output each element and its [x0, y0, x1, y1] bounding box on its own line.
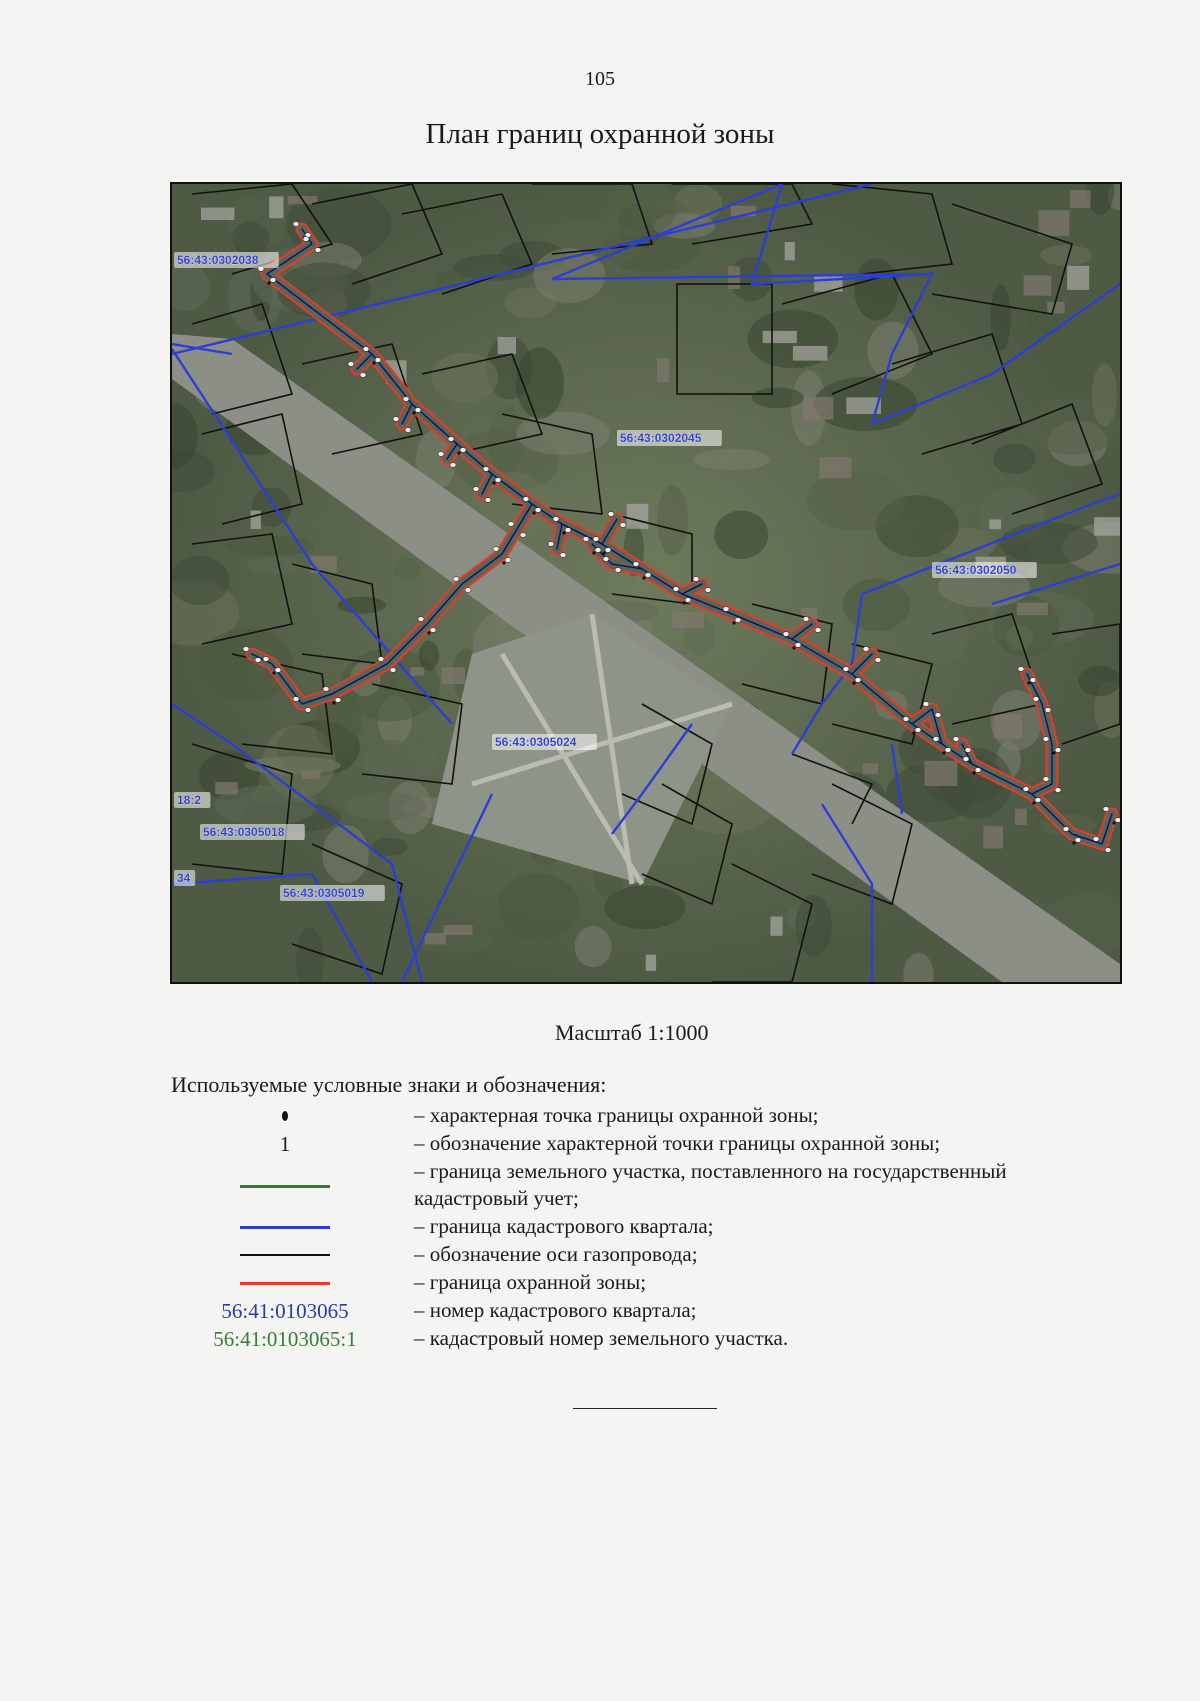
- zone-point-marker: [1055, 748, 1061, 753]
- quarter-label-text: 56:43:0302045: [620, 431, 702, 445]
- characteristic-point: [562, 531, 565, 534]
- legend-item: [0, 1269, 1200, 1299]
- legend-symbol-pipeline-axis: [240, 1241, 330, 1269]
- zone-point-marker: [1063, 827, 1069, 832]
- zone-point-marker: [363, 347, 369, 352]
- characteristic-point: [267, 281, 270, 284]
- zone-point-marker: [933, 737, 939, 742]
- characteristic-point: [332, 701, 335, 704]
- zone-point-marker: [603, 557, 609, 562]
- zone-point-marker: [495, 478, 501, 483]
- zone-point-marker: [335, 698, 341, 703]
- characteristic-point: [1027, 681, 1030, 684]
- zone-point-marker: [1115, 818, 1120, 823]
- terrain-patch: [806, 471, 905, 531]
- terrain-patch: [1092, 364, 1117, 427]
- zone-point-marker: [275, 668, 281, 673]
- zone-point-marker: [645, 573, 651, 578]
- zone-point-marker: [1075, 838, 1081, 843]
- blue-line-icon: [240, 1226, 330, 1229]
- legend-item: [0, 1130, 1200, 1160]
- terrain-patch: [516, 412, 610, 456]
- zone-point-marker: [548, 542, 554, 547]
- building-roof: [1039, 210, 1070, 236]
- zone-point-marker: [390, 668, 396, 673]
- legend-symbol-zone-line: [240, 1269, 330, 1297]
- building-roof: [251, 511, 261, 530]
- zone-point-marker: [705, 588, 711, 593]
- zone-point-marker: [450, 463, 456, 468]
- characteristic-point: [942, 751, 945, 754]
- zone-point-marker: [1055, 788, 1061, 793]
- building-roof: [310, 556, 336, 573]
- page-number: 105: [585, 68, 615, 90]
- quarter-label-text: 56:43:0305019: [283, 886, 365, 900]
- terrain-patch: [338, 597, 386, 614]
- quarter-label: [280, 885, 385, 901]
- building-roof: [770, 917, 782, 936]
- characteristic-point: [457, 451, 460, 454]
- zone-point-marker: [360, 373, 366, 378]
- zone-point-marker: [520, 533, 526, 538]
- building-roof: [1017, 603, 1048, 616]
- zone-point-marker: [975, 768, 981, 773]
- zone-point-marker: [378, 657, 384, 662]
- terrain-patch: [172, 556, 229, 605]
- zone-point-marker: [608, 512, 614, 517]
- characteristic-point: [1112, 821, 1115, 824]
- building-roof: [983, 826, 1003, 848]
- zone-point-marker: [953, 737, 959, 742]
- zone-point-marker: [1023, 787, 1029, 792]
- building-roof: [819, 457, 851, 478]
- terrain-patch: [854, 258, 898, 320]
- terrain-patch: [1000, 522, 1098, 564]
- zone-point-marker: [535, 508, 541, 513]
- zone-point-marker: [863, 647, 869, 652]
- zone-point-marker: [915, 728, 921, 733]
- zone-point-marker: [1035, 798, 1041, 803]
- zone-point-marker: [493, 547, 499, 552]
- characteristic-point: [1072, 841, 1075, 844]
- zone-point-marker: [303, 237, 309, 242]
- terrain-patch: [232, 222, 269, 256]
- zone-point-marker: [1030, 678, 1036, 683]
- zone-point-marker: [508, 522, 514, 527]
- zone-point-marker: [923, 702, 929, 707]
- legend-symbol-point-label: 1: [279, 1132, 291, 1156]
- zone-point-marker: [553, 517, 559, 522]
- quarter-label: [932, 562, 1037, 578]
- building-roof: [924, 761, 957, 786]
- building-roof: [785, 242, 795, 260]
- legend-symbol-point: [240, 1102, 330, 1130]
- zone-point-marker: [945, 748, 951, 753]
- terrain-patch: [497, 873, 579, 941]
- terrain-patch: [1078, 666, 1120, 696]
- zone-point-marker: [565, 528, 571, 533]
- legend-symbol-parcel-line: [240, 1172, 330, 1200]
- building-roof: [657, 358, 670, 382]
- terrain-patch: [432, 292, 465, 326]
- legend-symbol-quarter-line: [240, 1213, 330, 1241]
- zone-point-marker: [448, 437, 454, 442]
- zone-point-marker: [485, 498, 491, 503]
- building-roof: [994, 714, 1022, 739]
- building-roof: [646, 955, 656, 971]
- zone-point-marker: [415, 408, 421, 413]
- zone-point-marker: [523, 497, 529, 502]
- quarter-label-text: 56:43:0302050: [935, 563, 1017, 577]
- building-roof: [302, 770, 321, 778]
- map-scale: Масштаб 1:1000: [555, 1020, 709, 1045]
- building-roof: [1094, 517, 1120, 536]
- quarter-label: [174, 792, 210, 808]
- zone-point-marker: [430, 628, 436, 633]
- end-rule: [573, 1408, 717, 1409]
- terrain-patch: [714, 511, 768, 559]
- zone-point-marker: [348, 362, 354, 367]
- quarter-label: [174, 252, 279, 268]
- legend-item: [0, 1297, 1200, 1327]
- characteristic-point: [732, 621, 735, 624]
- building-roof: [1067, 266, 1089, 290]
- zone-point-marker: [1045, 708, 1051, 713]
- legend-item: [0, 1158, 1200, 1214]
- green-line-icon: [240, 1185, 330, 1188]
- zone-point-marker: [560, 553, 566, 558]
- zone-point-marker: [593, 537, 599, 542]
- zone-point-marker: [595, 548, 601, 553]
- terrain-patch: [431, 353, 498, 403]
- building-roof: [763, 331, 797, 343]
- characteristic-point: [502, 561, 505, 564]
- protection-zone-map: [172, 184, 1120, 982]
- legend-text: – граница охранной зоны;: [414, 1270, 647, 1294]
- legend-text: – характерная точка границы охранной зоны;: [414, 1103, 819, 1127]
- zone-point-marker: [403, 397, 409, 402]
- characteristic-point: [642, 576, 645, 579]
- zone-point-marker: [505, 558, 511, 563]
- zone-point-marker: [583, 537, 589, 542]
- building-roof: [425, 933, 446, 944]
- terrain-patch: [693, 449, 770, 470]
- zone-point-marker: [815, 628, 821, 633]
- zone-point-marker: [270, 278, 276, 283]
- zone-point-marker: [418, 617, 424, 622]
- terrain-patch: [921, 600, 968, 665]
- zone-point-marker: [305, 708, 311, 713]
- terrain-patch: [993, 444, 1035, 475]
- page-title: План границ охранной зоны: [425, 118, 775, 150]
- legend-text: – обозначение характерной точки границы охранной зоны;: [414, 1131, 941, 1155]
- quarter-label-text: 56:43:0305024: [495, 735, 577, 749]
- quarter-label: [200, 824, 305, 840]
- zone-point-marker: [375, 358, 381, 363]
- quarter-label: [492, 734, 597, 750]
- legend-symbol-quarter-number: 56:41:0103065: [221, 1299, 349, 1323]
- characteristic-point: [602, 551, 605, 554]
- zone-point-marker: [803, 617, 809, 622]
- zone-point-marker: [293, 222, 299, 227]
- legend-item: [0, 1102, 1200, 1132]
- building-roof: [793, 346, 828, 361]
- zone-point-marker: [965, 748, 971, 753]
- characteristic-point: [912, 731, 915, 734]
- legend-symbol-parcel-number: 56:41:0103065:1: [213, 1327, 357, 1351]
- zone-point-marker: [1018, 667, 1024, 672]
- building-roof: [269, 196, 283, 218]
- zone-point-marker: [1103, 807, 1109, 812]
- building-roof: [444, 925, 473, 935]
- legend-text: – граница кадастрового квартала;: [414, 1214, 714, 1238]
- zone-point-marker: [605, 548, 611, 553]
- characteristic-point: [792, 646, 795, 649]
- zone-point-marker: [483, 467, 489, 472]
- terrain-patch: [1026, 295, 1063, 342]
- building-roof: [863, 763, 879, 774]
- building-roof: [1024, 276, 1052, 296]
- zone-point-marker: [1093, 837, 1099, 842]
- zone-point-marker: [473, 487, 479, 492]
- zone-point-marker: [783, 632, 789, 637]
- building-roof: [411, 667, 425, 676]
- legend-text: – номер кадастрового квартала;: [414, 1298, 697, 1322]
- terrain-patch: [344, 793, 426, 821]
- building-roof: [1070, 190, 1090, 208]
- terrain-patch: [394, 558, 420, 581]
- zone-point-marker: [620, 523, 626, 528]
- zone-point-marker: [685, 598, 691, 603]
- zone-point-marker: [963, 757, 969, 762]
- characteristic-point: [372, 361, 375, 364]
- zone-point-marker: [405, 428, 411, 433]
- terrain-patch: [322, 825, 368, 883]
- zone-point-marker: [673, 587, 679, 592]
- quarter-label-text: 56:43:0305018: [203, 825, 285, 839]
- zone-point-marker: [1043, 777, 1049, 782]
- red-line-icon: [240, 1282, 330, 1285]
- building-roof: [498, 337, 516, 354]
- zone-point-marker: [615, 568, 621, 573]
- black-line-icon: [240, 1254, 330, 1256]
- characteristic-point: [682, 601, 685, 604]
- zone-point-marker: [465, 588, 471, 593]
- zone-point-marker: [453, 577, 459, 582]
- zone-point-marker: [855, 678, 861, 683]
- building-roof: [215, 782, 237, 794]
- characteristic-point: [272, 671, 275, 674]
- building-roof: [1047, 302, 1064, 314]
- terrain-patch: [752, 388, 804, 409]
- characteristic-point: [1052, 751, 1055, 754]
- zone-point-marker: [843, 667, 849, 672]
- characteristic-point: [1032, 801, 1035, 804]
- legend-text: – обозначение оси газопровода;: [414, 1242, 698, 1266]
- zone-point-marker: [315, 248, 321, 253]
- characteristic-point: [532, 511, 535, 514]
- building-roof: [1015, 809, 1027, 825]
- building-roof: [627, 504, 649, 529]
- building-roof: [442, 667, 466, 684]
- zone-point-marker: [438, 452, 444, 457]
- quarter-label: [617, 430, 722, 446]
- zone-point-marker: [693, 577, 699, 582]
- legend-text: – кадастровый номер земельного участка.: [414, 1326, 789, 1350]
- zone-point-marker: [903, 717, 909, 722]
- zone-point-marker: [263, 657, 269, 662]
- zone-point-marker: [255, 658, 261, 663]
- characteristic-point: [412, 411, 415, 414]
- zone-point-marker: [293, 697, 299, 702]
- legend-item: [0, 1213, 1200, 1243]
- quarter-label-text: 56:43:0302038: [177, 253, 259, 267]
- building-roof: [989, 519, 1001, 529]
- characteristic-point: [492, 481, 495, 484]
- building-roof: [803, 397, 833, 420]
- characteristic-point: [592, 551, 595, 554]
- zone-point-marker: [323, 687, 329, 692]
- characteristic-point: [427, 631, 430, 634]
- building-roof: [672, 612, 704, 628]
- zone-point-marker: [393, 417, 399, 422]
- zone-point-marker: [935, 713, 941, 718]
- characteristic-point: [852, 681, 855, 684]
- characteristic-point: [972, 771, 975, 774]
- point-icon: [282, 1111, 288, 1121]
- legend-item: [0, 1241, 1200, 1271]
- map-frame: [170, 182, 1122, 984]
- zone-point-marker: [633, 562, 639, 567]
- legend-heading: Используемые условные знаки и обозначения:: [171, 1072, 607, 1097]
- zone-point-marker: [1043, 737, 1049, 742]
- zone-point-marker: [875, 658, 881, 663]
- zone-point-marker: [460, 448, 466, 453]
- zone-point-marker: [735, 618, 741, 623]
- legend-item: [0, 1325, 1200, 1355]
- zone-point-marker: [1105, 848, 1111, 853]
- legend-text: – граница земельного участка, поставленного на государственный кадастровый учет;: [414, 1159, 1007, 1210]
- quarter-label: [174, 870, 195, 886]
- zone-point-marker: [723, 607, 729, 612]
- zone-point-marker: [243, 647, 249, 652]
- terrain-patch: [843, 579, 910, 632]
- zone-point-marker: [795, 643, 801, 648]
- terrain-patch: [419, 641, 439, 671]
- terrain-patch: [575, 926, 612, 967]
- quarter-label-text: 18:2: [177, 793, 202, 807]
- quarter-label-text: 34: [177, 871, 191, 885]
- terrain-patch: [657, 485, 688, 555]
- building-roof: [201, 208, 234, 220]
- zone-point-marker: [1033, 697, 1039, 702]
